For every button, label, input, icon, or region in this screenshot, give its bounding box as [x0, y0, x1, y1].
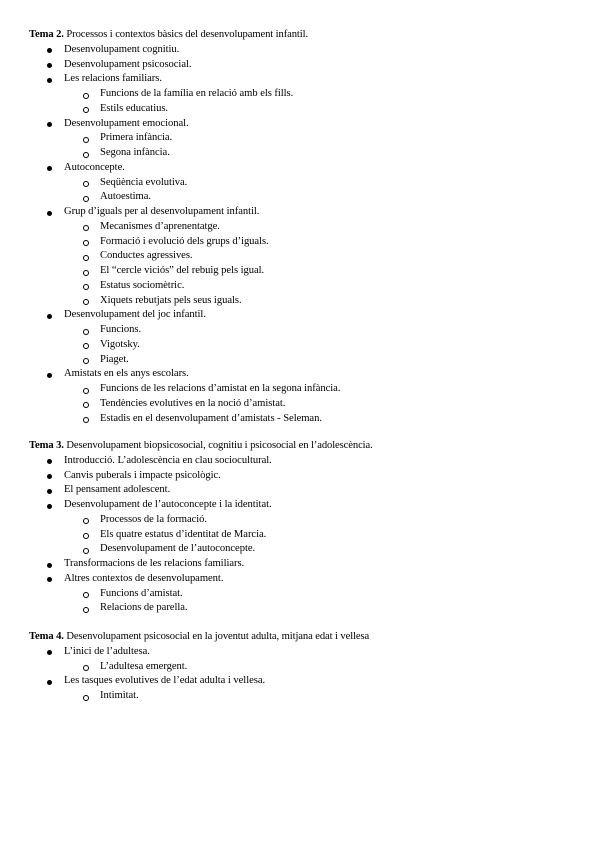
sub-list-item: Relacions de parella.	[100, 602, 188, 614]
filled-bullet-icon	[47, 680, 52, 685]
hollow-bullet-icon	[83, 518, 89, 524]
section-title	[29, 440, 373, 451]
filled-bullet-icon	[47, 211, 52, 216]
filled-bullet-icon	[47, 489, 52, 494]
filled-bullet-icon	[47, 504, 52, 509]
sub-list-item: Seqüència evolutiva.	[100, 176, 188, 188]
hollow-bullet-icon	[83, 225, 89, 231]
list-item: Desenvolupament del joc infantil.	[64, 309, 206, 321]
sub-list-item: Funcions de les relacions d’amistat en la segona infància.	[100, 383, 341, 395]
hollow-bullet-icon	[83, 388, 89, 394]
section-label: Tema 3.	[29, 440, 64, 451]
list-item: Les tasques evolutives de l’edat adulta i vellesa.	[64, 675, 266, 687]
sub-list-item: Estils educatius.	[100, 102, 168, 114]
hollow-bullet-icon	[83, 533, 89, 539]
sub-list-item: Intimitat.	[100, 690, 139, 702]
sub-list-item: Primera infància.	[100, 132, 173, 144]
sub-list-item: Segona infància.	[100, 147, 170, 159]
hollow-bullet-icon	[83, 152, 89, 158]
list-item: El pensament adolescent.	[64, 484, 171, 496]
hollow-bullet-icon	[83, 343, 89, 349]
sub-list-item: Tendències evolutives en la noció d’amistat.	[100, 397, 286, 409]
sub-list-item: Processos de la formació.	[100, 513, 208, 525]
sub-list-item: Conductes agressives.	[100, 250, 193, 262]
filled-bullet-icon	[47, 577, 52, 582]
filled-bullet-icon	[47, 78, 52, 83]
hollow-bullet-icon	[83, 695, 89, 701]
filled-bullet-icon	[47, 459, 52, 464]
hollow-bullet-icon	[83, 240, 89, 246]
sub-list-item: Funcions de la família en relació amb els fills.	[100, 88, 294, 100]
filled-bullet-icon	[47, 63, 52, 68]
section-title-text: Processos i contextos bàsics del desenvolupament infantil.	[66, 29, 309, 40]
sub-list-item: Estadis en el desenvolupament d’amistats - Seleman.	[100, 412, 322, 424]
list-item: Canvis puberals i impacte psicològic.	[64, 469, 221, 481]
sub-list-item: El “cercle viciós” del rebuig pels igual.	[100, 265, 265, 277]
list-item: Altres contextos de desenvolupament.	[64, 572, 224, 584]
list-item: L’inici de l’adultesa.	[64, 645, 150, 657]
hollow-bullet-icon	[83, 196, 89, 202]
sub-list-item: L’adultesa emergent.	[100, 660, 188, 672]
list-item: Transformacions de les relacions familiars.	[64, 558, 245, 570]
filled-bullet-icon	[47, 563, 52, 568]
hollow-bullet-icon	[83, 181, 89, 187]
list-item: Introducció. L’adolescència en clau sociocultural.	[64, 454, 272, 466]
hollow-bullet-icon	[83, 107, 89, 113]
filled-bullet-icon	[47, 166, 52, 171]
section-label: Tema 4.	[29, 631, 64, 642]
hollow-bullet-icon	[83, 358, 89, 364]
list-item: Amistats en els anys escolars.	[64, 368, 189, 380]
section-title	[29, 631, 369, 642]
sub-list-item: Autoestima.	[100, 191, 151, 203]
sub-list-item: Formació i evolució dels grups d’iguals.	[100, 235, 269, 247]
hollow-bullet-icon	[83, 137, 89, 143]
hollow-bullet-icon	[83, 665, 89, 671]
list-item: Les relacions familiars.	[64, 73, 162, 85]
hollow-bullet-icon	[83, 548, 89, 554]
sub-list-item: Desenvolupament de l’autoconcepte.	[100, 543, 256, 555]
hollow-bullet-icon	[83, 255, 89, 261]
sub-list-item: Els quatre estatus d’identitat de Marcia.	[100, 528, 267, 540]
sub-list-item: Funcions.	[100, 324, 142, 336]
list-item: Desenvolupament de l’autoconcepte i la identitat.	[64, 499, 272, 511]
sub-list-item: Mecanismes d’aprenentatge.	[100, 220, 220, 232]
sub-list-item: Xiquets rebutjats pels seus iguals.	[100, 294, 242, 306]
list-item: Autoconcepte.	[64, 161, 125, 173]
filled-bullet-icon	[47, 122, 52, 127]
hollow-bullet-icon	[83, 93, 89, 99]
hollow-bullet-icon	[83, 299, 89, 305]
hollow-bullet-icon	[83, 417, 89, 423]
sub-list-item: Piaget.	[100, 353, 129, 365]
hollow-bullet-icon	[83, 592, 89, 598]
filled-bullet-icon	[47, 48, 52, 53]
hollow-bullet-icon	[83, 402, 89, 408]
section-title-text: Desenvolupament psicosocial en la joventut adulta, mitjana edat i vellesa	[66, 631, 370, 642]
filled-bullet-icon	[47, 474, 52, 479]
sub-list-item: Funcions d’amistat.	[100, 587, 183, 599]
list-item: Desenvolupament cognitiu.	[64, 43, 180, 55]
section-title-text: Desenvolupament biopsicosocial, cognitiu i psicosocial en l’adolescència.	[66, 440, 373, 451]
list-item: Grup d’iguals per al desenvolupament infantil.	[64, 206, 260, 218]
list-item: Desenvolupament emocional.	[64, 117, 189, 129]
hollow-bullet-icon	[83, 329, 89, 335]
filled-bullet-icon	[47, 373, 52, 378]
filled-bullet-icon	[47, 314, 52, 319]
hollow-bullet-icon	[83, 607, 89, 613]
hollow-bullet-icon	[83, 284, 89, 290]
hollow-bullet-icon	[83, 270, 89, 276]
filled-bullet-icon	[47, 650, 52, 655]
list-item: Desenvolupament psicosocial.	[64, 58, 192, 70]
section-title	[29, 29, 308, 40]
sub-list-item: Vigotsky.	[100, 338, 140, 350]
section-label: Tema 2.	[29, 29, 64, 40]
sub-list-item: Estatus sociomètric.	[100, 279, 185, 291]
